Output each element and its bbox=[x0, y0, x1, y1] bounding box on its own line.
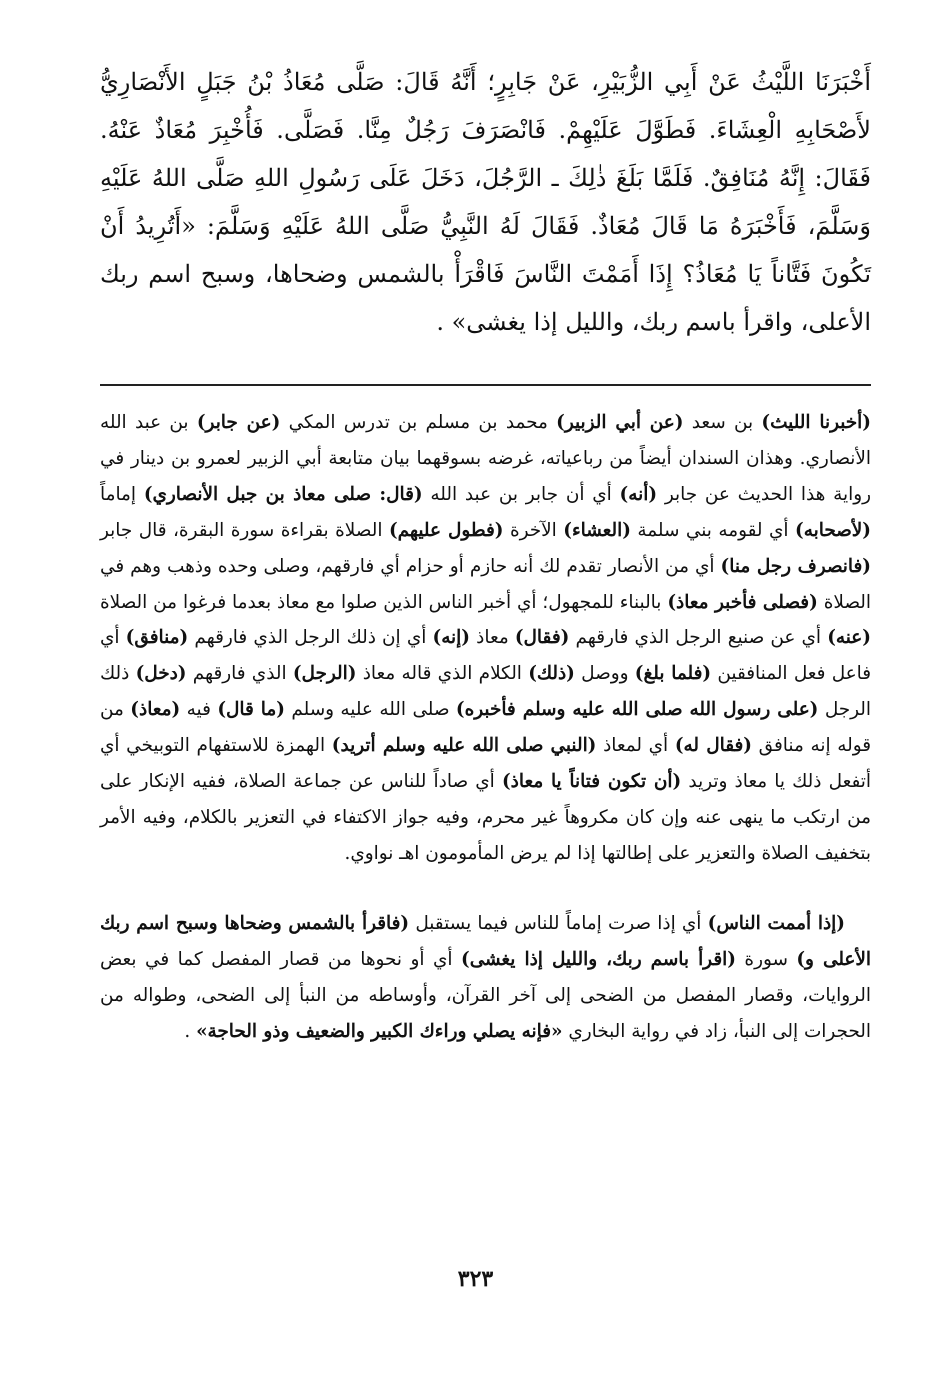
quoted-phrase: (عن أبي الزبير) bbox=[556, 412, 684, 433]
quoted-phrase: (ذلك) bbox=[528, 663, 575, 685]
commentary-text: أي إن ذلك الرجل الذي فارقهم bbox=[188, 627, 433, 649]
commentary-text: سورة bbox=[735, 948, 797, 970]
quoted-phrase: (فلما بلغ) bbox=[634, 663, 712, 685]
commentary-text: . bbox=[184, 1020, 197, 1042]
commentary-text: صلى الله عليه وسلم bbox=[284, 699, 456, 721]
quoted-phrase: (الرجل) bbox=[292, 663, 357, 685]
quoted-phrase: (فقال) bbox=[514, 627, 570, 649]
commentary-text: إماماً bbox=[100, 483, 144, 505]
commentary-text: الهمزة للاستفهام التوبيخي أي أتفعل ذلك يا معاذ وتريد bbox=[100, 735, 871, 793]
commentary-text: ذلك الرجل bbox=[100, 663, 871, 721]
quoted-phrase: (العشاء) bbox=[563, 519, 631, 541]
commentary-text: الصلاة بقراءة سورة البقرة، قال جابر bbox=[100, 519, 389, 541]
commentary-text: الكلام الذي قاله معاذ bbox=[356, 663, 529, 685]
commentary-text: فيه bbox=[180, 699, 218, 721]
commentary-text: أي صاداً للناس عن جماعة الصلاة، ففيه الإنكار على من ارتكب ما ينهى عنه وإن كان مكروهاً غير محرم، وفيه جواز الاكتفاء في التعزير بالكلام، وفيه الأمر بتخفيف الصلاة والتعزير على إطالتها إذا لم يرض المأمومون اهـ نواوي. bbox=[100, 771, 871, 864]
commentary-paragraph-2 bbox=[100, 906, 871, 1050]
quoted-phrase: (فصلى فأخبر معاذ) bbox=[667, 591, 818, 613]
quoted-phrase: (عنه) bbox=[827, 627, 871, 649]
commentary-text: من قوله إنه منافق bbox=[100, 699, 871, 757]
quoted-phrase: (أن تكون فتاناً يا معاذ) bbox=[501, 771, 682, 793]
quoted-phrase: (منافق) bbox=[125, 627, 189, 649]
commentary-text: ووصل bbox=[574, 663, 635, 685]
commentary-text: أي أن جابر بن عبد الله bbox=[422, 483, 620, 505]
hadith-text: أَخْبَرَنَا اللَّيْثُ عَنْ أَبِي الزُّبَيْرِ، عَنْ جَابِرٍ؛ أَنَّهُ قَالَ: صَلَّى مُعَاذُ بْنُ جَبَلٍ الأَنْصَارِيُّ لأَصْحَابِهِ الْعِشَاءَ. فَطَوَّلَ عَلَيْهِمْ. فَانْصَرَفَ رَجُلٌ مِنَّا. فَصَلَّى. فَأُخْبِرَ مُعَاذٌ عَنْهُ. فَقَالَ: إِنَّهُ مُنَافِقٌ. فَلَمَّا بَلَغَ ذٰلِكَ ـ الرَّجُلَ، دَخَلَ عَلَى رَسُولِ اللهِ صَلَّى اللهُ عَلَيْهِ وَسَلَّمَ، فَأَخْبَرَهُ مَا قَالَ مُعَاذٌ. فَقَالَ لَهُ النَّبِيُّ صَلَّى اللهُ عَلَيْهِ وَسَلَّمَ: «أَتُرِيدُ أَنْ تَكُونَ فَتَّاناً يَا مُعَاذُ؟ إِذَا أَمَمْتَ النَّاسَ فَاقْرَأْ بالشمس وضحاها، وسبح اسم ربك الأعلى، واقرأ باسم ربك، والليل إذا يغشى» . bbox=[100, 68, 872, 336]
quoted-phrase: (أنه) bbox=[619, 483, 658, 505]
commentary-text: أي من الأنصار تقدم لك أنه حازم أو حزام أي فارقهم، وصلى وحده وذهب وهم في الصلاة bbox=[100, 555, 871, 613]
quoted-phrase: (معاذ) bbox=[130, 699, 181, 721]
commentary-block bbox=[100, 405, 871, 1049]
commentary-text: الذي فارقهم bbox=[186, 663, 293, 685]
footnote-divider bbox=[100, 384, 871, 386]
commentary-text: أي إذا صرت إماماً للناس فيما يستقبل bbox=[409, 912, 708, 934]
commentary-text: بن عبد الله الأنصاري. وهذان السندان أيضاً من رباعياته، غرضه بسوقهما بيان متابعة أبي الزبير لعمرو بن دينار في رواية هذا الحديث عن جابر bbox=[100, 412, 871, 505]
quoted-phrase: (فانصرف رجل منا) bbox=[720, 555, 872, 577]
commentary-text: أي أو نحوها من قصار المفصل كما في بعض الروايات، وقصار المفصل من الضحى إلى آخر القرآن، وأوساطه من النبأ إلى الضحى، وطواله من الحجرات إلى النبأ، زاد في رواية البخاري bbox=[100, 948, 871, 1042]
quoted-phrase: (عن جابر) bbox=[196, 412, 281, 433]
quoted-phrase: (على رسول الله صلى الله عليه وسلم فأخبره) bbox=[455, 699, 819, 721]
commentary-paragraph-1 bbox=[100, 405, 871, 872]
quoted-phrase: (فاقرأ بالشمس وضحاها وسبح اسم ربك الأعلى و) bbox=[100, 912, 871, 970]
quoted-phrase: (قال: صلى معاذ بن جبل الأنصاري) bbox=[143, 483, 423, 505]
quoted-phrase: (لأصحابه) bbox=[795, 519, 871, 541]
commentary-text: محمد بن مسلم بن تدرس المكي bbox=[280, 412, 557, 433]
quoted-phrase: «فإنه يصلي وراءك الكبير والضعيف وذو الحاجة» bbox=[196, 1020, 563, 1042]
quoted-phrase: (إذا أممت الناس) bbox=[707, 912, 845, 934]
page-number: ٣٢٣ bbox=[457, 1266, 494, 1292]
quoted-phrase: (ما قال) bbox=[217, 699, 285, 721]
commentary-text: الآخرة bbox=[503, 519, 564, 541]
quoted-phrase: (فطول عليهم) bbox=[388, 519, 504, 541]
commentary-text: بن سعد bbox=[683, 412, 762, 433]
commentary-text: أي لمعاذ bbox=[596, 735, 675, 757]
commentary-text: أي عن صنيع الرجل الذي فارقهم bbox=[569, 627, 828, 649]
quoted-phrase: (اقرأ باسم ربك، والليل إذا يغشى) bbox=[461, 948, 736, 970]
commentary-text: بالبناء للمجهول؛ أي أخبر الناس الذين صلوا مع معاذ بعدما فرغوا من الصلاة bbox=[100, 591, 668, 613]
quoted-phrase: (النبي صلى الله عليه وسلم أتريد) bbox=[331, 735, 597, 757]
commentary-text: معاذ bbox=[470, 627, 515, 649]
commentary-text: أي فاعل فعل المنافقين bbox=[100, 627, 871, 685]
commentary-text: أي لقومه بني سلمة bbox=[630, 519, 796, 541]
quoted-phrase: (إنه) bbox=[432, 627, 470, 649]
quoted-phrase: (أخبرنا الليث) bbox=[761, 412, 871, 433]
quoted-phrase: (فقال له) bbox=[674, 735, 752, 757]
quoted-phrase: (دخل) bbox=[135, 663, 187, 685]
